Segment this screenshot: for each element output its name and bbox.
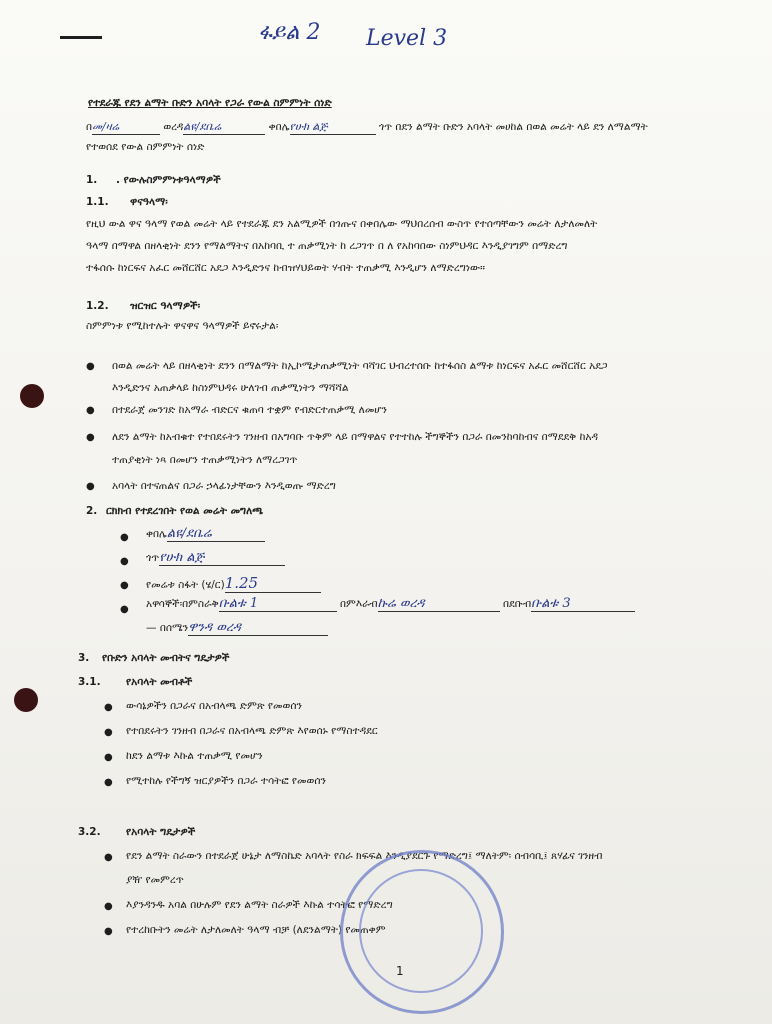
south-label: በደቡብ [502, 598, 532, 610]
section1-1-number: 1.1. [86, 196, 109, 208]
official-stamp [340, 850, 504, 1014]
main-objective-line-1: የዚህ ውል ዋና ዓላማ የወል መሬት ላይ የተደራጁ ደን አልሚዎች በጎጡና በቀበሌው ማህበረሰብ ውስጥ የተሰጣቸውን መሬት ለታለመለት [86, 218, 598, 230]
got-label: ጎጥ [146, 552, 160, 564]
east-row [146, 620, 328, 636]
specific-objectives-intro: ስምምነቱ የሚከተሉት ዋናዋና ዓላማዎች ይኖሩታል፡ [86, 320, 279, 332]
section1-2-heading: ዝርዝር ዓላማዎች፡ [130, 300, 201, 312]
section3-1-heading: የአባላት መብቶች [126, 676, 193, 688]
bullet-icon: ● [120, 580, 129, 591]
bullet-icon: ● [86, 361, 95, 372]
duty-3: የተረከቡትን መሬት ለታለመለት ዓላማ ብቻ (ለደንልማት) የመጠቀም [126, 924, 386, 936]
right-1: ውሳኔዎችን በጋራና በአብላጫ ድምጽ የመወሰን [126, 700, 302, 712]
got-row [146, 550, 285, 566]
got-value: የሁክ ልጅ [159, 550, 285, 566]
bullet-icon: ● [104, 777, 113, 788]
bullet-icon: ● [104, 901, 113, 912]
east-dash: — [146, 622, 160, 634]
main-objective-line-2: ዓላማ በማዋል በዘላቂነት ደንን የማልማትና በአከባቢ ተ ጠቃሚነት ከ ረጋገጥ በ ለ የአከባበው ስነምህዳር እንዲያገግም በማድረግ [86, 240, 568, 252]
bullet-icon: ● [104, 702, 113, 713]
area-value: 1.25 [225, 574, 321, 593]
objective-1-line-2: እንዲድንና አጠቃላይ ከስነምህዳሩ ሁለገብ ጠቃሚነትን ማሻሻል [112, 382, 349, 394]
intro-field-2: ልዩ/ደቤሬ [183, 120, 265, 135]
north-label: አዋሳኞች፡በምስራቅ [146, 598, 219, 610]
intro-line [86, 120, 648, 135]
section3-heading: የቡድን አባላት መብትና ግዴታዎች [102, 652, 230, 664]
bullet-icon: ● [104, 752, 113, 763]
section1-heading: . የውሉስምምነቱዓላማዎች [116, 174, 221, 186]
section3-1-number: 3.1. [78, 676, 101, 688]
document-title: የተደራጁ የደን ልማት ቡድን አባላት የጋራ የውል ስምምነት ሰነድ [88, 97, 332, 109]
west-label: በምእራብ [340, 598, 378, 610]
section3-number: 3. [78, 652, 90, 664]
right-3: ከደን ልማቱ እኩል ተጠቃሚ የመሆን [126, 750, 263, 762]
duty-2: እያንዳንዱ አባል በሁሉም የደን ልማት ስራዎች እኩል ተሳትፎ የማድረግ [126, 899, 393, 911]
punch-hole-bottom [14, 688, 38, 712]
stamp-inner-ring [359, 869, 483, 993]
area-label: የመሬቱ ስፋት (ሄ/ር) [146, 579, 225, 591]
handwritten-note-level: Level 3 [366, 26, 448, 51]
duty-1-line-2: ያዥ የመምረጥ [126, 874, 184, 886]
east-label: በሰሜን [159, 622, 189, 634]
south-value: ቡልቱ 3 [531, 596, 635, 612]
punch-hole-top [20, 384, 44, 408]
intro-prefix-1: በ [86, 121, 93, 133]
intro-prefix-2: ወረዳ [163, 121, 184, 133]
objective-1-line-1: በወል መሬት ላይ በዘላቂነት ደንን በማልማት ከኢኮሜታጠቃሚነት ባሻገር ህብረተሰቡ ከተፋሰስ ልማቱ ከነርፍና አፈር መሸርሸር አደጋ [112, 360, 608, 372]
page-number: 1 [396, 964, 404, 978]
north-value: ቡልቱ 1 [219, 596, 337, 612]
area-row [146, 574, 321, 593]
boundaries-row [146, 596, 635, 612]
objective-3-line-1: ለደን ልማት ከአብቁተ የተበደሩትን ገንዘብ በአግባቡ ጥቅም ላይ በማዋልና የተተከሉ ችግኞችን በጋራ በመንከባከብና በማደደቅ ከአዳ [112, 431, 599, 443]
bullet-icon: ● [86, 481, 95, 492]
bullet-icon: ● [104, 727, 113, 738]
intro-field-1: መ/ዛሬ [92, 120, 160, 135]
intro-prefix-3: ቀበሌ [268, 121, 290, 133]
duty-1-line-1: የደን ልማት ስራውን በተደራጀ ሁኔታ ለማስኬድ አባላት የስራ ክፍፍል እንዲያደርጉ የማድረግ፤ ማለትም፡ ሰብሳቢ፤ ጸሃፊና ገንዘብ [126, 850, 603, 862]
east-value: ዋንዳ ወረዳ [188, 620, 328, 636]
section3-2-heading: የአባላት ግዴታዎች [126, 826, 196, 838]
main-objective-line-3: ተፋሰሱ ከነርፍና አፈር መሸርሸር አደጋ እንዲድንና ከብዝሃህይወት ሃብት ተጠቃሚ እንዲሆን ለማድረግነው። [86, 262, 486, 274]
section2-number: 2. [86, 505, 98, 517]
right-2: የተበደሩትን ገንዘብ በጋራና በአብላጫ ድምጽ እየወሰኑ የማስተዳደር [126, 725, 378, 737]
objective-2: በተደራጀ መንገድ ከአማራ ብድርና ቁጠባ ተቋም የብድርተጠቃሚ ለመሆን [112, 404, 387, 416]
bullet-icon: ● [120, 556, 129, 567]
kebele-row [146, 526, 265, 542]
intro-line-2: የተወሰደ የውል ስምምነት ሰነድ [86, 141, 205, 153]
kebele-label: ቀበሌ [146, 528, 167, 540]
intro-field-3: የሁክ ልጅ [290, 120, 376, 135]
bullet-icon: ● [120, 532, 129, 543]
bullet-icon: ● [104, 852, 113, 863]
intro-suffix: ጎጥ በደን ልማት ቡድን አባላት መሀከል በወል መሬት ላይ ደን ለማልማት [378, 121, 648, 133]
handwritten-dash [60, 36, 102, 39]
bullet-icon: ● [104, 926, 113, 937]
objective-3-line-2: ተጠያቂነት ነጻ በመሆን ተጠቃሚነትን ለማረጋገጥ [112, 454, 298, 466]
handwritten-note-file: ፋይል 2 [258, 20, 321, 45]
section1-1-heading: ዋናዓላማ፡ [130, 196, 168, 208]
objective-4: አባላት በተናጠልና በጋራ ኃላፊነታቸውን እንዲወጡ ማድረግ [112, 480, 336, 492]
section2-heading: ርክክብ የተደረገበት የወል መሬት መግለጫ [106, 505, 264, 517]
kebele-value: ልዩ/ደቤሬ [167, 526, 265, 542]
section1-2-number: 1.2. [86, 300, 109, 312]
right-4: የሚተከሉ የችግኝ ዝርያዎችን በጋራ ተሳትፎ የመወሰን [126, 775, 327, 787]
section1-number: 1. [86, 174, 98, 186]
section3-2-number: 3.2. [78, 826, 101, 838]
bullet-icon: ● [120, 604, 129, 615]
bullet-icon: ● [86, 432, 95, 443]
west-value: ኩሬ ወረዳ [378, 596, 500, 612]
bullet-icon: ● [86, 405, 95, 416]
